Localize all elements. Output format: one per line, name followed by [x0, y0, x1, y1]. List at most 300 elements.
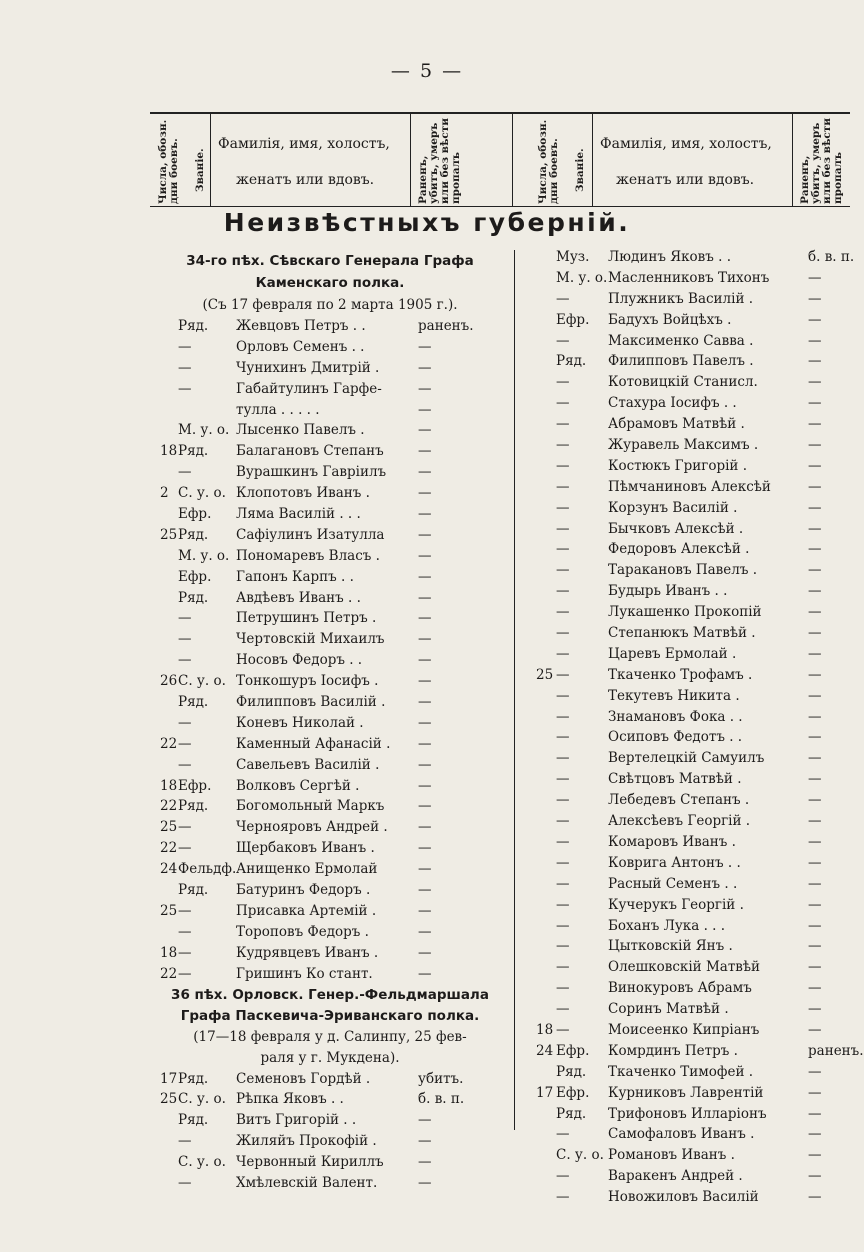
day-number: 17	[160, 1070, 178, 1087]
person-name: Будырь Иванъ . .	[608, 583, 728, 600]
page-number: — 5 —	[390, 60, 464, 82]
list-item	[150, 859, 510, 880]
person-name: Семеновъ Гордѣй .	[236, 1070, 371, 1087]
list-item	[150, 1152, 510, 1173]
day-number: 18	[536, 1021, 554, 1038]
status: —	[418, 965, 432, 982]
rank: —	[178, 464, 192, 481]
list-item	[150, 1110, 510, 1131]
list-item	[150, 880, 510, 901]
person-name: Савельевъ Василій .	[236, 756, 380, 773]
regiment-36-dates-2: раля у г. Мукдена).	[260, 1049, 400, 1066]
rank: —	[178, 819, 192, 836]
rank: —	[556, 562, 570, 579]
person-name: Присавка Артемій .	[236, 902, 377, 919]
list-item	[530, 414, 850, 435]
rank: —	[556, 1189, 570, 1206]
rank: Ряд.	[178, 443, 209, 460]
list-item	[530, 790, 850, 811]
status: —	[808, 499, 822, 516]
list-item	[530, 1187, 850, 1208]
status: —	[808, 374, 822, 391]
status: —	[808, 771, 822, 788]
list-item	[530, 456, 850, 477]
rank: —	[556, 1021, 570, 1038]
list-item	[530, 853, 850, 874]
person-name: Бадухъ Войцѣхъ .	[608, 311, 732, 328]
rank: Ряд.	[556, 1105, 587, 1122]
status: —	[418, 1174, 432, 1191]
status: —	[418, 547, 432, 564]
person-name: Комаровъ Иванъ .	[608, 833, 736, 850]
rank: —	[556, 771, 570, 788]
rank: —	[556, 708, 570, 725]
day-number: 25	[160, 902, 178, 919]
person-name: Максименко Савва .	[608, 332, 754, 349]
rank: —	[556, 813, 570, 830]
list-item	[150, 462, 510, 483]
rank: —	[178, 902, 192, 919]
list-item	[530, 936, 850, 957]
rank: —	[556, 750, 570, 767]
header-name-label-left-2: женатъ или вдовъ.	[236, 172, 375, 188]
status: —	[808, 666, 822, 683]
person-name: Каменный Афанасій .	[236, 735, 391, 752]
rank: —	[556, 833, 570, 850]
person-name: Волковъ Сергѣй .	[236, 777, 360, 794]
person-name: Соринъ Матвѣй .	[608, 1001, 729, 1018]
list-item	[150, 943, 510, 964]
rank: —	[556, 792, 570, 809]
rank: —	[556, 980, 570, 997]
rank: —	[556, 666, 570, 683]
status: —	[418, 944, 432, 961]
rank: —	[556, 395, 570, 412]
status: —	[418, 882, 432, 899]
list-item	[530, 560, 850, 581]
status: —	[418, 902, 432, 919]
person-name: Анищенко Ермолай	[236, 861, 378, 878]
status: —	[418, 735, 432, 752]
header-status-label-right: Раненъ, убитъ, умеръ или без вѣсти пропалъ	[799, 117, 844, 204]
status: —	[418, 526, 432, 543]
rank: —	[556, 896, 570, 913]
list-item	[150, 838, 510, 859]
list-item	[530, 331, 850, 352]
header-divider-right-1	[592, 114, 593, 206]
person-name: Костюкъ Григорій .	[608, 457, 747, 474]
list-item	[530, 498, 850, 519]
status: раненъ.	[808, 1042, 864, 1059]
person-name: Ткаченко Трофамъ .	[608, 666, 753, 683]
person-name: Ткаченко Тимофей .	[608, 1063, 754, 1080]
rank: Ряд.	[178, 526, 209, 543]
status: —	[808, 604, 822, 621]
rank: —	[178, 944, 192, 961]
status: —	[808, 1021, 822, 1038]
day-number: 2	[160, 485, 169, 502]
rank: Ефр.	[178, 568, 212, 585]
status: —	[808, 395, 822, 412]
status: —	[418, 861, 432, 878]
person-name: Таракановъ Павелъ .	[608, 562, 757, 579]
person-name: Бычковъ Алексѣй .	[608, 520, 744, 537]
status: —	[418, 568, 432, 585]
status: —	[418, 506, 432, 523]
rank: —	[556, 959, 570, 976]
rank: —	[556, 1001, 570, 1018]
person-name: Трифоновъ Илларіонъ	[608, 1105, 767, 1122]
status: раненъ.	[418, 318, 474, 334]
list-item	[150, 692, 510, 713]
person-name: Клопотовъ Иванъ .	[236, 485, 370, 502]
list-item	[530, 1020, 850, 1041]
rank: —	[556, 604, 570, 621]
rank: —	[556, 583, 570, 600]
person-name: Пономаревъ Власъ .	[236, 547, 380, 564]
rank: Фельдф.	[178, 861, 237, 878]
list-item	[150, 1173, 510, 1194]
list-item	[530, 1062, 850, 1083]
list-item	[530, 393, 850, 414]
person-name: Винокуровъ Абрамъ	[608, 980, 752, 997]
rank: —	[556, 457, 570, 474]
rank: С. у. о.	[178, 485, 226, 502]
rank: —	[178, 923, 192, 940]
person-name: Курниковъ Лаврентій	[608, 1084, 764, 1101]
status: —	[418, 589, 432, 606]
rank: —	[178, 1133, 192, 1150]
person-name: Ковригa Антонъ . .	[608, 854, 741, 871]
header-number-label-right: Числа, обозн. дни боевъ.	[537, 119, 560, 204]
status: —	[808, 437, 822, 454]
status: б. в. п.	[808, 249, 855, 265]
list-item	[150, 817, 510, 838]
list-item	[530, 477, 850, 498]
status: —	[418, 401, 432, 418]
day-number: 22	[160, 798, 178, 815]
rank: —	[178, 359, 192, 376]
list-item	[150, 1131, 510, 1152]
status: —	[418, 422, 432, 439]
rank: Ряд.	[178, 798, 209, 815]
person-name: Знамановъ Фока . .	[608, 708, 743, 725]
person-name: Самофаловъ Иванъ .	[608, 1126, 755, 1143]
rank: —	[556, 290, 570, 307]
status: —	[808, 332, 822, 349]
rank: Ефр.	[178, 777, 212, 794]
rank: Ефр.	[556, 311, 590, 328]
rank: —	[178, 756, 192, 773]
status: —	[808, 520, 822, 537]
person-name: Федоровъ Алексѣй .	[608, 541, 750, 558]
list-item	[150, 629, 510, 650]
header-divider-left-2	[410, 114, 411, 206]
regiment-34-title-1: 34-го пѣх. Сѣвскаго Генерала Графа	[186, 253, 474, 269]
status: —	[808, 541, 822, 558]
list-item	[530, 707, 850, 728]
person-name: Жевцовъ Петръ . .	[236, 318, 366, 334]
person-name: Цытковскій Янъ .	[608, 938, 733, 955]
rank: —	[556, 917, 570, 934]
person-name: Людинъ Яковъ . .	[608, 249, 732, 265]
status: —	[808, 875, 822, 892]
status: —	[418, 673, 432, 690]
person-name: Боханъ Лука . . .	[608, 917, 726, 934]
list-item	[530, 289, 850, 310]
right-list	[530, 247, 864, 1208]
list-item	[150, 776, 510, 797]
header-name-label-right-1: Фамилія, имя, холостъ,	[600, 136, 772, 152]
list-item	[150, 796, 510, 817]
right-column	[530, 247, 864, 1208]
person-name: Моисеенко Кипріанъ	[608, 1021, 760, 1038]
status: —	[808, 708, 822, 725]
rank: —	[556, 499, 570, 516]
rank: Ряд.	[556, 353, 587, 370]
list-item	[530, 372, 850, 393]
list-item	[150, 420, 510, 441]
person-name: Кудрявцевъ Иванъ .	[236, 944, 379, 961]
day-number: 18	[160, 944, 178, 961]
person-name: Орловъ Семенъ . .	[236, 338, 365, 355]
rank: Ряд.	[178, 589, 209, 606]
status: —	[418, 1112, 432, 1129]
status: —	[808, 750, 822, 767]
person-name: Текутевъ Никита .	[608, 687, 740, 704]
person-name: Лысенко Павелъ .	[236, 422, 365, 439]
regiment-34-list	[150, 316, 510, 985]
status: —	[808, 645, 822, 662]
rank: Ряд.	[178, 882, 209, 899]
day-number: 26	[160, 673, 178, 690]
person-name: Вурашкинъ Гаврiилъ	[236, 464, 387, 481]
list-item	[150, 608, 510, 629]
day-number: 25	[536, 666, 554, 683]
person-name: Рѣпка Яковъ . .	[236, 1091, 344, 1108]
list-item	[530, 539, 850, 560]
rank: —	[178, 840, 192, 857]
list-item	[530, 581, 850, 602]
status: —	[418, 819, 432, 836]
list-item	[150, 337, 510, 358]
status: —	[418, 694, 432, 711]
person-name: Царевъ Ермолай .	[608, 645, 737, 662]
list-item	[150, 922, 510, 943]
status: —	[418, 631, 432, 648]
person-name: Червонный Кириллъ	[236, 1154, 384, 1171]
person-name: Пѣмчаниновъ Алексѣй	[608, 478, 771, 495]
list-item	[150, 755, 510, 776]
status: —	[418, 464, 432, 481]
day-number: 24	[160, 861, 178, 878]
person-name: Батуринъ Федоръ .	[236, 882, 371, 899]
person-name: Богомольный Маркъ	[236, 798, 385, 815]
rank: —	[178, 735, 192, 752]
list-item	[530, 1104, 850, 1125]
day-number: 18	[160, 443, 178, 460]
header-status-label-left: Раненъ, убитъ, умеръ или без вѣсти пропалъ	[417, 117, 462, 204]
status: убитъ.	[418, 1070, 464, 1087]
list-item	[530, 727, 850, 748]
list-item	[530, 895, 850, 916]
list-item	[530, 519, 850, 540]
list-item	[150, 567, 510, 588]
rank: —	[556, 332, 570, 349]
list-item	[530, 1041, 864, 1062]
list-item	[150, 546, 510, 567]
list-item	[530, 247, 855, 268]
day-number: 22	[160, 965, 178, 982]
rank: Ряд.	[178, 1112, 209, 1129]
status: —	[418, 923, 432, 940]
rank: Ефр.	[178, 506, 212, 523]
rank: —	[556, 687, 570, 704]
person-name: Петрушинъ Петръ .	[236, 610, 377, 627]
list-item	[150, 441, 510, 462]
rank: С. у. о.	[556, 1147, 604, 1164]
person-name: Чунихинъ Дмитрій .	[236, 359, 380, 376]
day-number: 25	[160, 1091, 178, 1108]
rank: —	[556, 1168, 570, 1185]
rank: Ряд.	[178, 1070, 209, 1087]
person-name: Балагановъ Степанъ	[236, 443, 384, 460]
header-number-label-left: Числа, обозн. дни боевъ.	[157, 119, 180, 204]
status: —	[808, 1105, 822, 1122]
status: —	[808, 917, 822, 934]
header-bottom-rule	[150, 206, 850, 207]
list-item	[150, 379, 510, 400]
list-item	[530, 811, 850, 832]
status: —	[418, 485, 432, 502]
list-item	[150, 316, 510, 337]
list-item	[530, 1145, 850, 1166]
rank: —	[178, 610, 192, 627]
day-number: 25	[160, 819, 178, 836]
list-item	[150, 734, 510, 755]
rank: Ряд.	[178, 694, 209, 711]
day-number: 18	[160, 777, 178, 794]
person-name: Осиповъ Федотъ . .	[608, 729, 743, 746]
list-item	[150, 713, 510, 734]
rank: —	[178, 631, 192, 648]
status: —	[808, 854, 822, 871]
rank: Ряд.	[178, 318, 209, 334]
person-name: Авдѣевъ Иванъ . .	[236, 589, 361, 606]
rank: —	[178, 338, 192, 355]
list-item	[530, 623, 850, 644]
list-item	[150, 901, 510, 922]
left-column	[150, 250, 510, 1194]
status: —	[808, 1063, 822, 1080]
header-name-label-right-2: женатъ или вдовъ.	[616, 172, 755, 188]
person-name: Гришинъ Ко стант.	[236, 965, 373, 982]
status: —	[808, 311, 822, 328]
list-item	[150, 671, 510, 692]
list-item	[150, 650, 510, 671]
rank: Ефр.	[556, 1084, 590, 1101]
status: —	[418, 610, 432, 627]
person-name: Романовъ Иванъ .	[608, 1147, 735, 1164]
list-item	[530, 686, 850, 707]
person-name: Стахура Iосифъ . .	[608, 395, 737, 412]
rank: —	[556, 416, 570, 433]
person-name: Лебедевъ Степанъ .	[608, 792, 750, 809]
rank: Муз.	[556, 249, 590, 265]
rank: —	[556, 437, 570, 454]
list-item	[150, 483, 510, 504]
rank: Ряд.	[556, 1063, 587, 1080]
status: —	[808, 687, 822, 704]
rank: —	[556, 541, 570, 558]
list-item	[530, 1124, 850, 1145]
status: —	[808, 1084, 822, 1101]
rank: —	[556, 729, 570, 746]
person-name: Корзунъ Василій .	[608, 499, 738, 516]
person-name: Жиляйъ Прокофій .	[236, 1133, 377, 1150]
person-name: Сафіулинъ Изатулла	[236, 526, 385, 543]
rank: С. у. о.	[178, 673, 226, 690]
status: —	[808, 290, 822, 307]
person-name: Филипповъ Павелъ .	[608, 353, 754, 370]
rank: С. у. о.	[178, 1154, 226, 1171]
status: —	[808, 938, 822, 955]
rank: —	[556, 374, 570, 391]
person-name: Алексѣевъ Георгій .	[608, 813, 751, 830]
list-item	[530, 1166, 850, 1187]
status: —	[418, 1154, 432, 1171]
rank: —	[556, 478, 570, 495]
list-item	[530, 874, 850, 895]
list-item	[530, 999, 850, 1020]
header-name-label-left-1: Фамилія, имя, холостъ,	[218, 136, 390, 152]
person-name: Абрамовъ Матвѣй .	[608, 416, 745, 433]
person-name: Филипповъ Василій .	[236, 694, 386, 711]
status: —	[808, 980, 822, 997]
province-banner: Неизвѣстныхъ губерній.	[223, 208, 631, 237]
body-center-divider	[514, 250, 515, 1130]
person-name: Степанюкъ Матвѣй .	[608, 625, 756, 642]
list-item	[530, 644, 850, 665]
status: —	[418, 798, 432, 815]
regiment-36-title-1: 36 пѣх. Орловск. Генер.-Фельдмаршала	[171, 986, 489, 1003]
person-name: Кучерукъ Георгій .	[608, 896, 744, 913]
person-name: Вертелецкій Самуилъ	[608, 750, 765, 767]
status: —	[808, 416, 822, 433]
status: —	[808, 625, 822, 642]
status: —	[808, 269, 822, 286]
header-divider-left-1	[210, 114, 211, 206]
status: —	[808, 1126, 822, 1143]
status: —	[418, 443, 432, 460]
person-name: Новожиловъ Василій	[608, 1189, 759, 1206]
status: —	[418, 338, 432, 355]
rank: —	[556, 1126, 570, 1143]
status: —	[808, 1001, 822, 1018]
rank: М. у. о.	[178, 422, 230, 439]
header-top-rule	[150, 112, 850, 114]
person-name: Коневъ Николай .	[236, 714, 364, 731]
person-name: Ляма Василій . . .	[236, 506, 361, 523]
list-item	[530, 665, 850, 686]
person-name: Чертовскій Михаилъ	[236, 631, 385, 648]
day-number: 22	[160, 840, 178, 857]
list-item	[530, 978, 850, 999]
list-item	[530, 957, 850, 978]
list-item	[530, 769, 850, 790]
person-name: Котовицкій Станисл.	[608, 374, 758, 391]
rank: —	[178, 652, 192, 669]
